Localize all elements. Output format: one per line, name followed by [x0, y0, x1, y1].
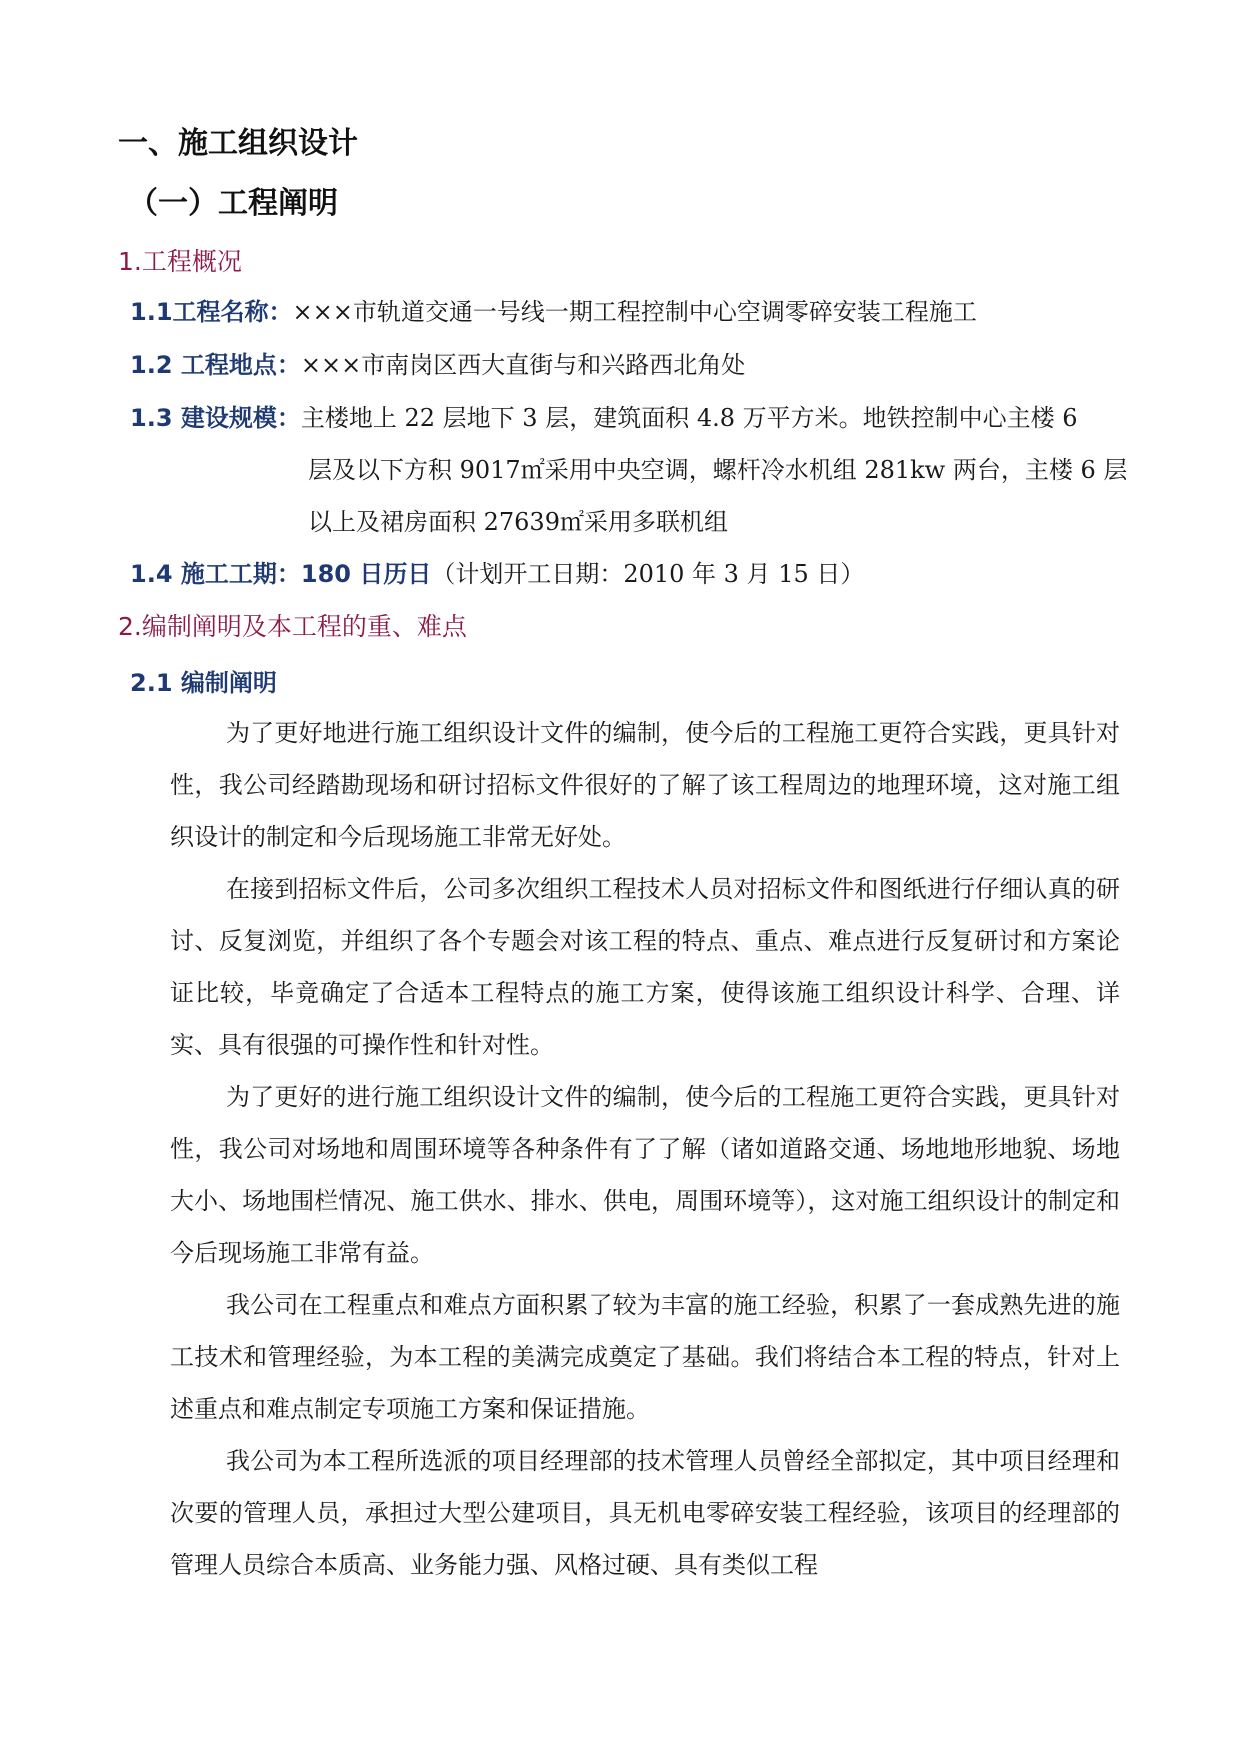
- paragraph: 为了更好的进行施工组织设计文件的编制，使今后的工程施工更符合实践，更具针对性，我公司对场地和周围环境等各种条件有了了解（诸如道路交通、场地地形地貌、场地大小、场地围栏情况、施工供水、排水、供电，周围环境等），这对施工组织设计的制定和今后现场施工非常有益。: [170, 1083, 1120, 1267]
- item-project-location: [130, 345, 745, 380]
- subsection-title: 2.1 编制阐明: [130, 669, 277, 697]
- item-label: 1.2 工程地点：: [130, 351, 301, 379]
- heading-2: （一）工程阐明: [128, 186, 338, 221]
- paragraph: 在接到招标文件后，公司多次组织工程技术人员对招标文件和图纸进行仔细认真的研讨、反复浏览，并组织了各个专题会对该工程的特点、重点、难点进行反复研讨和方案论证比较，毕竟确定了合适本工程特点的施工方案，使得该施工组织设计科学、合理、详实、具有很强的可操作性和针对性。: [170, 875, 1120, 1059]
- item-construction-period: [130, 554, 864, 589]
- item-value: ×××市轨道交通一号线一期工程控制中心空调零碎安装工程施工: [292, 298, 977, 326]
- item-label: 1.3 建设规模：: [130, 404, 301, 432]
- item-construction-scale: [130, 398, 1078, 433]
- item-value: 主楼地上 22 层地下 3 层，建筑面积 4.8 万平方米。地铁控制中心主楼 6: [300, 404, 1078, 432]
- item-label: 1.1工程名称：: [130, 298, 293, 326]
- item-value: （计划开工日期：2010 年 3 月 15 日）: [431, 560, 865, 588]
- item-value: ×××市南岗区西大直街与和兴路西北角处: [300, 351, 746, 379]
- heading-1: 一、施工组织设计: [118, 126, 358, 161]
- section-1-title: 1.工程概况: [118, 247, 242, 276]
- paragraph: 我公司在工程重点和难点方面积累了较为丰富的施工经验，积累了一套成熟先进的施工技术和管理经验，为本工程的美满完成奠定了基础。我们将结合本工程的特点，针对上述重点和难点制定专项施工方案和保证措施。: [170, 1291, 1120, 1423]
- item-project-name: [130, 292, 977, 327]
- paragraph: 我公司为本工程所选派的项目经理部的技术管理人员曾经全部拟定，其中项目经理和次要的管理人员，承担过大型公建项目，具无机电零碎安装工程经验，该项目的经理部的管理人员综合本质高、业务能力强、风格过硬、具有类似工程: [170, 1447, 1120, 1579]
- item-scale-continuation: 以上及裙房面积 27639㎡采用多联机组: [308, 508, 728, 536]
- section-2-title: 2.编制阐明及本工程的重、难点: [118, 612, 467, 641]
- paragraph: 为了更好地进行施工组织设计文件的编制，使今后的工程施工更符合实践，更具针对性，我公司经踏勘现场和研讨招标文件很好的了解了该工程周边的地理环境，这对施工组织设计的制定和今后现场施工非常无好处。: [170, 719, 1120, 851]
- item-scale-continuation: 层及以下方积 9017㎡采用中央空调，螺杆冷水机组 281kw 两台，主楼 6 层: [308, 456, 1128, 484]
- item-label: 1.4 施工工期：180 日历日: [130, 560, 432, 588]
